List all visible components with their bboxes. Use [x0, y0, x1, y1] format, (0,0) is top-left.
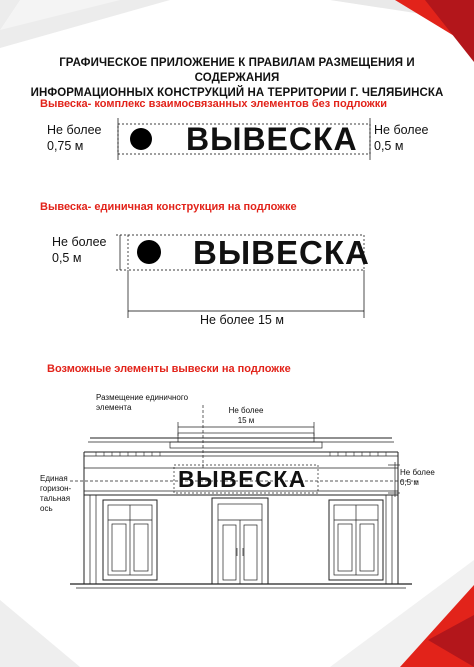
section1-right-note-line2: 0,5 м: [374, 139, 404, 153]
placement-label-line2: элемента: [96, 403, 132, 412]
section1-right-note: [374, 122, 429, 154]
section2-heading: Вывеска- единичная конструкция на подложке: [40, 201, 297, 213]
corner-shape-gray: [0, 600, 80, 667]
facade-sign-text: ВЫВЕСКА: [178, 466, 307, 492]
section2-width-note: Не более 15 м: [200, 313, 284, 327]
section1-left-note-line1: Не более: [47, 123, 102, 137]
section2-height-note: [52, 234, 107, 266]
title-line-2: ИНФОРМАЦИОННЫХ КОНСТРУКЦИЙ НА ТЕРРИТОРИИ Г. ЧЕЛЯБИНСКА: [30, 87, 444, 99]
section1-sign-text: ВЫВЕСКА: [186, 121, 358, 157]
facade-width-note-line2: 15 м: [237, 416, 255, 425]
facade-height-note: [400, 468, 435, 488]
section1-left-note: [47, 122, 102, 154]
section2-sign-text: ВЫВЕСКА: [193, 234, 370, 271]
facade-width-note: [220, 406, 272, 426]
section3-heading: Возможные элементы вывески на подложке: [47, 363, 291, 375]
corner-shape-red: [425, 0, 474, 62]
axis-label-line4: ось: [40, 504, 53, 513]
facade-drawing: [70, 405, 420, 588]
logo-circle: [137, 240, 161, 264]
axis-label-line1: Единая: [40, 474, 68, 483]
placement-label: [96, 393, 188, 413]
facade-height-note-line2: 0,5 м: [400, 478, 419, 487]
section2-height-note-line2: 0,5 м: [52, 251, 82, 265]
section2-height-note-line1: Не более: [52, 235, 107, 249]
title-line-1: ГРАФИЧЕСКОЕ ПРИЛОЖЕНИЕ К ПРАВИЛАМ РАЗМЕЩЕНИЯ И СОДЕРЖАНИЯ: [59, 57, 415, 84]
axis-label: [40, 474, 71, 514]
section1-heading: Вывеска- комплекс взаимосвязанных элементов без подложки: [40, 98, 387, 110]
placement-label-line1: Размещение единичного: [96, 393, 189, 402]
document-title: [16, 56, 458, 101]
section1-right-note-line1: Не более: [374, 123, 429, 137]
section1-left-note-line2: 0,75 м: [47, 139, 84, 153]
facade-width-note-line1: Не более: [228, 406, 264, 415]
axis-label-line3: тальная: [40, 494, 71, 503]
axis-label-line2: горизон-: [40, 484, 72, 493]
facade-height-note-line1: Не более: [400, 468, 435, 477]
logo-circle: [130, 128, 152, 150]
